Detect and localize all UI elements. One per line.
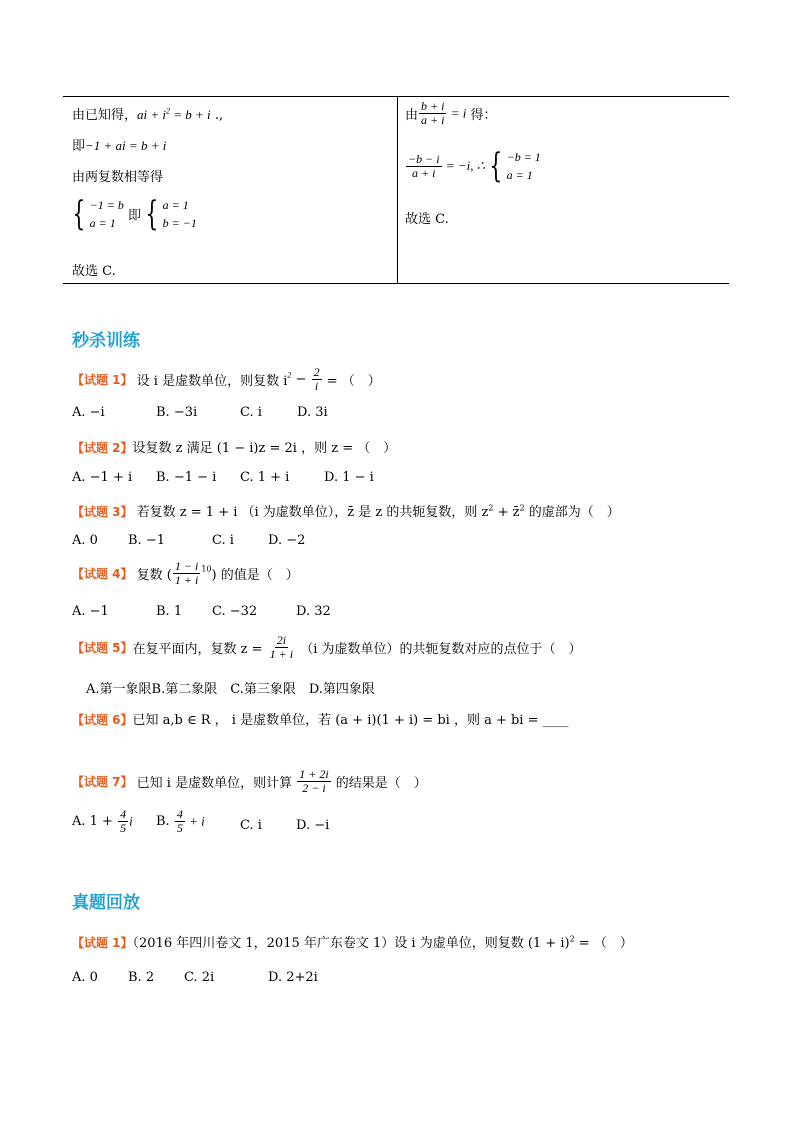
table-bottom-border (63, 283, 729, 284)
question-5: 【试题 5】在复平面内，复数 z = $\frac{2i}{1 + i}$ （i 为虚数单位）的共轭复数对应的点位于（ ） (72, 633, 582, 661)
table-divider (397, 96, 398, 284)
question-4: 【试题 4】 复数 ( $\frac{1 - i}{1 + i}$ $^{10}$) 的值是（ ） (72, 559, 299, 587)
left-line2: 即−1 + ai = b + i (72, 138, 167, 154)
question-2: 【试题 2】设复数 z 满足 (1 − i)z = 2i ，则 z = （ ） (72, 441, 397, 456)
question-3: 【试题 3】 若复数 z = 1 + i （i 为虚数单位），z̄ 是 z 的共轭复数，则 $z^2$ + z̄$^2$ 的虚部为（ ） (72, 503, 620, 520)
right-line2: $\frac{-b - i}{a + i}$ = −i, ∴ { −b = 1 a = 1 (408, 146, 541, 186)
question-6: 【试题 6】已知 a,b ∈ R ， i 是虚数单位，若 (a + i)(1 + i) = bi ，则 a + bi = ____ (72, 713, 569, 728)
question-7: 【试题 7】 已知 i 是虚数单位，则计算 $\frac{1 + 2i}{2 - i}$ 的结果是（ ） (72, 767, 427, 795)
section-title-review: 真题回放 (72, 893, 140, 913)
left-line3: 由两复数相等得 (72, 170, 164, 185)
question-review-1: 【试题 1】（2016 年四川卷文 1，2015 年广东卷文 1）设 i 为虚单位，则复数 $(1 + i)^2$ = （ ） (72, 934, 633, 951)
left-conclusion: 故选 C. (72, 264, 116, 279)
table-top-border (63, 96, 729, 97)
left-cases: { −1 = b a = 1 即 { a = 1 b = −1 (72, 194, 197, 234)
right-conclusion: 故选 C. (405, 212, 449, 227)
section-title-training: 秒杀训练 (72, 331, 140, 351)
q7-options: A. 1 + $\frac{4}{5}$ i B. $\frac{4}{5}$ + i C. i D. −i (72, 807, 330, 835)
left-line1: 由已知得，ai + $i^2 = b + i$ ., (72, 106, 224, 123)
right-line1: 由 $\frac{b + i}{a + i}$ = i 得： (405, 99, 497, 127)
question-1: 【试题 1】 设 i 是虚数单位，则复数 $i^2$ − $\frac{2}{i}$ = （ ） (72, 365, 381, 393)
q5-options: A.第一象限B.第二象限 C.第三象限 D.第四象限 (86, 682, 375, 697)
